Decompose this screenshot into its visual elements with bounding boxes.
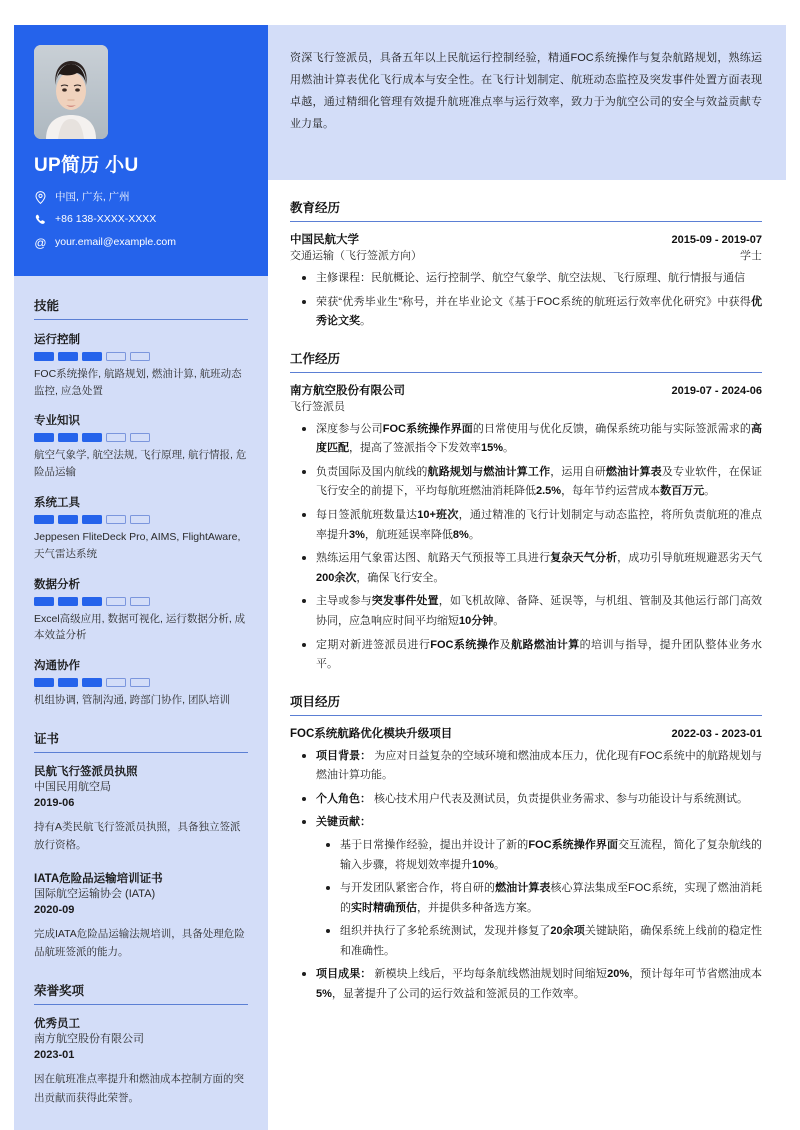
entry-header — [290, 725, 762, 741]
project-bullets — [290, 747, 762, 1005]
contact-location-text: 中国, 广东, 广州 — [55, 190, 130, 203]
education-entry — [290, 231, 762, 332]
phone-icon — [34, 214, 47, 227]
major: 交通运输（飞行签派方向） — [290, 250, 422, 262]
skill-level-block — [130, 433, 150, 442]
project-entry — [290, 725, 762, 1005]
skill-level-block — [82, 597, 102, 606]
skill-keywords: Jeppesen FliteDeck Pro, AIMS, FlightAware, 天气雷达系统 — [34, 530, 241, 560]
contact-phone — [34, 213, 248, 227]
skill-item — [34, 657, 248, 709]
education-section — [290, 198, 762, 332]
entry-header — [290, 382, 762, 398]
skill-level-block — [58, 597, 78, 606]
job-title: 飞行签派员 — [290, 400, 345, 413]
profile-photo — [34, 45, 108, 139]
skill-level-block — [130, 678, 150, 687]
school-name: 中国民航大学 — [290, 234, 359, 246]
contact-phone-text: +86 138-XXXX-XXXX — [55, 213, 157, 226]
awards-title: 荣誉奖项 — [34, 981, 248, 1005]
skill-level-block — [34, 678, 54, 687]
credential-name: 民航飞行签派员执照 — [34, 765, 138, 778]
skill-level-block — [34, 352, 54, 361]
sub-bullet-item: 基于日常操作经验，提出并设计了新的FOC系统操作界面交互流程，简化了复杂航线的输入步骤，将规划效率提升10%。 — [340, 836, 762, 875]
work-date: 2019-07 - 2024-06 — [671, 384, 762, 397]
skill-keywords: 机组协调, 管制沟通, 跨部门协作, 团队培训 — [34, 694, 231, 707]
bullet-item: 个人角色： 核心技术用户代表及测试员，负责提供业务需求、参与功能设计与系统测试。 — [316, 790, 762, 810]
bullet-item: 定期对新进签派员进行FOC系统操作及航路燃油计算的培训与指导，提升团队整体业务水平。 — [316, 636, 762, 675]
credential-org: 南方航空股份有限公司 — [34, 1033, 144, 1046]
skills-title: 技能 — [34, 296, 248, 320]
education-bullets — [290, 269, 762, 332]
at-email-icon: @ — [34, 235, 47, 250]
skill-name: 系统工具 — [34, 496, 80, 509]
certificates-section — [34, 729, 248, 961]
skill-level-block — [58, 352, 78, 361]
credential-description: 持有A类民航飞行签派员执照，具备独立签派放行资格。 — [34, 820, 241, 852]
skill-level-bar — [34, 515, 248, 524]
bullet-item: 主导或参与突发事件处置，如飞机故障、备降、延误等，与机组、管制及其他运行部门高效协同，应急响应时间平均缩短10分钟。 — [316, 592, 762, 631]
bullet-item: 项目成果： 新模块上线后，平均每条航线燃油规划时间缩短20%，预计每年可节省燃油成本5%，显著提升了公司的运行效益和签派员的工作效率。 — [316, 965, 762, 1004]
projects-title: 项目经历 — [290, 692, 762, 716]
credential-item — [34, 871, 248, 962]
projects-section — [290, 692, 762, 1005]
skill-level-block — [106, 597, 126, 606]
summary-section — [268, 25, 786, 180]
skill-item — [34, 494, 248, 563]
bullet-item: 负责国际及国内航线的航路规划与燃油计算工作，运用自研燃油计算表及专业软件，在保证飞行安全的前提下，平均每航班燃油消耗降低2.5%，每年节约运营成本数百万元。 — [316, 463, 762, 502]
education-date: 2015-09 - 2019-07 — [671, 234, 762, 246]
work-title: 工作经历 — [290, 349, 762, 373]
skill-level-block — [130, 597, 150, 606]
skills-section — [34, 296, 248, 709]
resume-document — [14, 25, 786, 1130]
bullet-item: 荣获“优秀毕业生”称号，并在毕业论文《基于FOC系统的航班运行效率优化研究》中获得优秀论文奖。 — [316, 293, 762, 332]
skill-name: 运行控制 — [34, 333, 80, 346]
skill-level-bar — [34, 352, 248, 361]
entry-header — [290, 231, 762, 247]
credential-name: 优秀员工 — [34, 1018, 80, 1031]
skill-level-block — [130, 352, 150, 361]
entry-subheader — [290, 247, 762, 263]
work-entry — [290, 382, 762, 675]
work-section — [290, 349, 762, 675]
skill-level-block — [58, 433, 78, 442]
contact-email-text: your.email@example.com — [55, 236, 176, 249]
skill-name: 沟通协作 — [34, 660, 80, 673]
awards-section — [34, 981, 248, 1107]
credential-date: 2023-01 — [34, 1049, 75, 1062]
credential-date: 2020-09 — [34, 903, 75, 916]
sidebar — [14, 25, 268, 1130]
awards-list — [34, 1016, 248, 1107]
summary-text: 资深飞行签派员，具备五年以上民航运行控制经验，精通FOC系统操作与复杂航路规划，熟练运用燃油计算表优化飞行成本与安全性。在飞行计划制定、航班动态监控及突发事件处置方面表现卓越，通过精细化管理有效提升航班准点率与运行效率，致力于为航空公司的安全与效益贡献专业力量。 — [290, 52, 762, 130]
location-pin-icon — [34, 191, 47, 204]
bullet-item: 关键贡献： 基于日常操作经验，提出并设计了新的FOC系统操作界面交互流程，简化了复杂航线的输入步骤，将规划效率提升10%。 与开发团队紧密合作，将自研的燃油计算表核心算法集成至FOC系统，实现了燃油消耗的实时精确预估，并提供多种备选方案。 组织并执行了多轮系统测试，发现并修复了20余项关键缺陷，确保系统上线前的稳定性和准确性。 — [316, 813, 762, 961]
skill-level-bar — [34, 433, 248, 442]
credential-date: 2019-06 — [34, 796, 75, 809]
credential-description: 完成IATA危险品运输法规培训，具备处理危险品航班签派的能力。 — [34, 927, 245, 958]
main-column — [268, 25, 786, 1130]
skill-level-block — [58, 515, 78, 524]
skill-level-block — [34, 433, 54, 442]
person-name: UP简历 小U — [34, 155, 139, 176]
bullet-item: 每日签派航班数量达10+班次，通过精准的飞行计划制定与动态监控，将所负责航班的准点率提升3%，航班延误率降低8%。 — [316, 506, 762, 545]
skill-level-block — [82, 352, 102, 361]
project-name: FOC系统航路优化模块升级项目 — [290, 727, 453, 740]
skill-level-bar — [34, 597, 248, 606]
skill-level-block — [106, 433, 126, 442]
credential-org: 中国民用航空局 — [34, 780, 111, 793]
work-bullets — [290, 420, 762, 675]
skill-name: 专业知识 — [34, 415, 80, 428]
skill-level-block — [82, 515, 102, 524]
skill-level-block — [82, 433, 102, 442]
credential-org: 国际航空运输协会 (IATA) — [34, 887, 156, 900]
skill-level-bar — [34, 678, 248, 687]
certificates-list — [34, 764, 248, 961]
skill-name: 数据分析 — [34, 578, 80, 591]
bullet-item: 主修课程：民航概论、运行控制学、航空气象学、航空法规、飞行原理、航行情报与通信 — [316, 269, 762, 289]
sidebar-header — [14, 25, 268, 276]
work-list — [290, 382, 762, 675]
main-body — [268, 180, 786, 1032]
skill-keywords: 航空气象学, 航空法规, 飞行原理, 航行情报, 危险品运输 — [34, 449, 247, 479]
skill-level-block — [130, 515, 150, 524]
sub-bullet-item: 组织并执行了多轮系统测试，发现并修复了20余项关键缺陷，确保系统上线前的稳定性和准确性。 — [340, 922, 762, 961]
bullet-item: 熟练运用气象雷达图、航路天气预报等工具进行复杂天气分析，成功引导航班规避恶劣天气200余次，确保飞行安全。 — [316, 549, 762, 588]
skills-list — [34, 331, 248, 709]
skill-level-block — [106, 515, 126, 524]
bullet-item: 深度参与公司FOC系统操作界面的日常使用与优化反馈，确保系统功能与实际签派需求的高度匹配，提高了签派指令下发效率15%。 — [316, 420, 762, 459]
contact-location — [34, 191, 248, 205]
degree: 学士 — [740, 250, 762, 262]
education-list — [290, 231, 762, 332]
skill-level-block — [82, 678, 102, 687]
project-date: 2022-03 - 2023-01 — [671, 727, 762, 740]
skill-item — [34, 576, 248, 645]
skill-level-block — [34, 515, 54, 524]
credential-item — [34, 764, 248, 855]
project-sub-bullets — [316, 836, 762, 961]
skill-level-block — [106, 352, 126, 361]
sidebar-body — [14, 276, 268, 1130]
skill-level-block — [34, 597, 54, 606]
credential-item — [34, 1016, 248, 1107]
certificates-title: 证书 — [34, 729, 248, 753]
skill-item — [34, 412, 248, 481]
skill-level-block — [106, 678, 126, 687]
credential-description: 因在航班准点率提升和燃油成本控制方面的突出贡献而获得此荣誉。 — [34, 1073, 244, 1104]
company-name: 南方航空股份有限公司 — [290, 384, 405, 397]
education-title: 教育经历 — [290, 198, 762, 222]
skill-level-block — [58, 678, 78, 687]
credential-name: IATA危险品运输培训证书 — [34, 872, 163, 885]
contact-email — [34, 236, 248, 250]
skill-keywords: Excel高级应用, 数据可视化, 运行数据分析, 成本效益分析 — [34, 612, 246, 642]
skill-item — [34, 331, 248, 400]
sub-bullet-item: 与开发团队紧密合作，将自研的燃油计算表核心算法集成至FOC系统，实现了燃油消耗的实时精确预估，并提供多种备选方案。 — [340, 879, 762, 918]
skill-keywords: FOC系统操作, 航路规划, 燃油计算, 航班动态监控, 应急处置 — [34, 367, 242, 397]
bullet-item: 项目背景： 为应对日益复杂的空域环境和燃油成本压力，优化现有FOC系统中的航路规划与燃油计算功能。 — [316, 747, 762, 786]
projects-list — [290, 725, 762, 1005]
